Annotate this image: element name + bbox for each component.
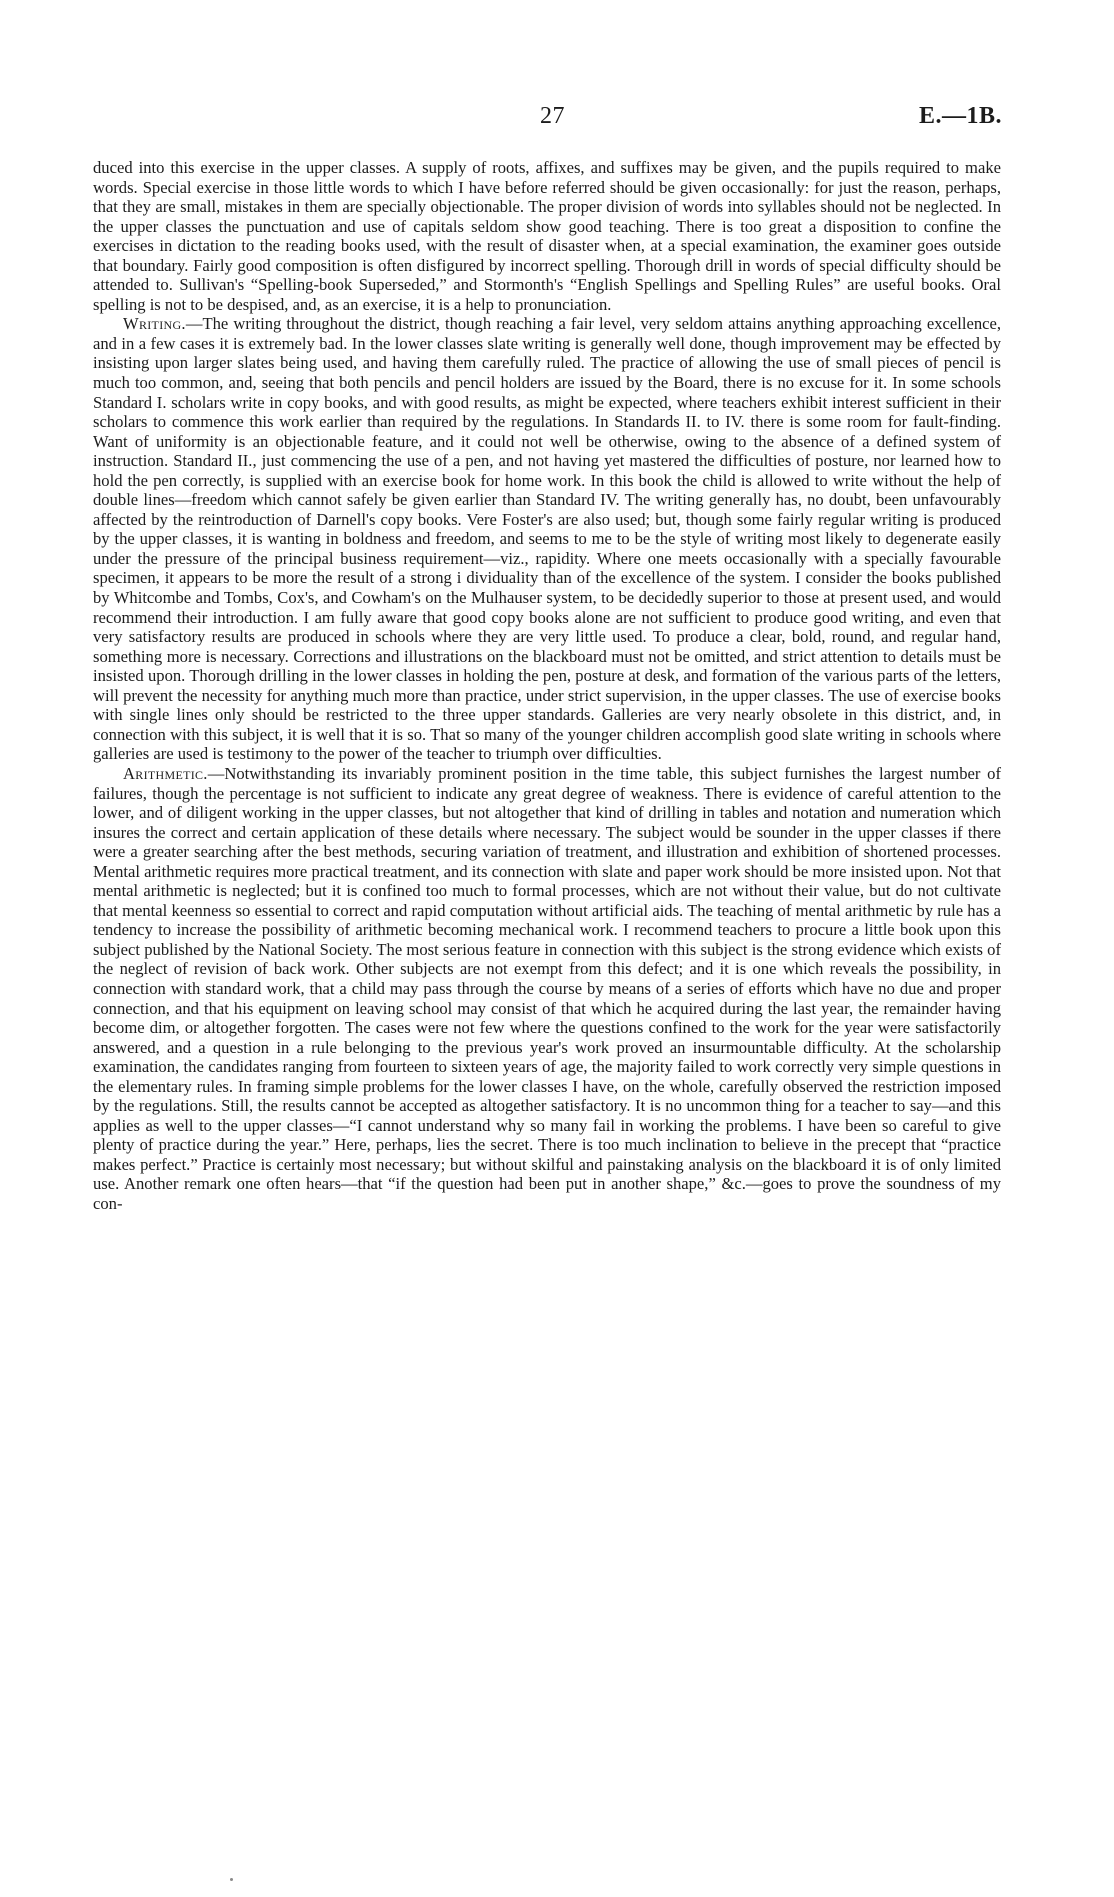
document-reference: E.—1B.: [918, 103, 1002, 129]
spelling-paragraph-continued: [93, 158, 1001, 314]
section-heading-writing: Writing.: [123, 314, 186, 334]
paragraph-text: —The writing throughout the district, though reaching a fair level, very seldom attains anything approaching excellence, and in a few cases it is extremely bad. In the lower classes slate writing is generally well done, though improvement may be effected by insisting upon larger slates being used, and having them carefully ruled. The practice of allowing the use of small pieces of pencil is much too common, and, seeing that both pencils and pencil holders are issued by the Board, there is no excuse for it. In some schools Standard I. scholars write in copy books, and with good results, as might be expected, where teachers exhibit interest sufficient in their scholars to commence this work earlier than required by the regulations. In Standards II. to IV. there is some room for fault-finding. Want of uniformity is an objectionable feature, and it could not well be otherwise, owing to the absence of a defined system of instruction. Standard II., just commencing the use of a pen, and not having yet mastered the difficulties of posture, nor learned how to hold the pen correctly, is supplied with an exercise book for home work. In this book the child is allowed to write without the help of double lines—freedom which cannot safely be given earlier than Standard IV. The writing generally has, no doubt, been unfavourably affected by the reintroduction of Darnell's copy books. Vere Foster's are also used; but, though some fairly regular writing is produced by the upper classes, it is wanting in boldness and freedom, and seems to me to be the style of writing most likely to degenerate easily under the pressure of the principal business requirement—viz., rapidity. Where one meets occasionally with a specially favourable specimen, it appears to be more the result of a strong i dividuality than of the excellence of the system. I consider the books published by Whitcombe and Tombs, Cox's, and Cowham's on the Mulhauser system, to be decidedly superior to those at present used, and would recommend their introduction. I am fully aware that good copy books alone are not sufficient to produce good writing, and even that very satisfactory results are produced in schools where they are very little used. To produce a clear, bold, round, and regular hand, something more is necessary. Corrections and illustrations on the blackboard must not be omitted, and strict attention to details must be insisted upon. Thorough drilling in the lower classes in holding the pen, posture at desk, and formation of the various parts of the letters, will prevent the necessity for anything much more than practice, under strict supervision, in the upper classes. The use of exercise books with single lines only should be restricted to the three upper standards. Galleries are very nearly obsolete in this district, and, in connection with this subject, it is well that it is so. That so many of the younger children accomplish good slate writing in schools where galleries are used is testimony to the power of the teacher to triumph over difficulties.: [93, 314, 1001, 764]
page-header: [0, 103, 1114, 135]
report-body: [93, 158, 1001, 1214]
section-heading-arithmetic: Arithmetic.: [123, 763, 208, 783]
page-number: 27: [540, 103, 565, 129]
arithmetic-paragraph: [93, 764, 1001, 1214]
paragraph-text: duced into this exercise in the upper classes. A supply of roots, affixes, and suffixes may be given, and the pupils required to make words. Special exercise in those little words to which I have before referred should be given occasionally: for just the reason, perhaps, that they are small, mistakes in them are specially objectionable. The proper division of words into syllables should not be neglected. In the upper classes the punctuation and use of capitals seldom show good teaching. There is too great a disposition to confine the exercises in dictation to the reading books used, with the result of disaster when, at a special examination, the examiner goes outside that boundary. Fairly good composition is often disfigured by incorrect spelling. Thorough drill in words of special difficulty should be attended to. Sullivan's “Spelling-book Superseded,” and Stormonth's “English Spellings and Spelling Rules” are useful books. Oral spelling is not to be despised, and, as an exercise, it is a help to pronunciation.: [93, 158, 1001, 314]
paragraph-text: —Notwithstanding its invariably prominent position in the time table, this subject furnishes the largest number of failures, though the percentage is not sufficient to indicate any great degree of weakness. There is evidence of careful attention to the lower, and of diligent working in the upper classes, but not altogether that kind of drilling in tables and notation and numeration which insures the correct and certain application of these details where necessary. The subject would be sounder in the upper classes if there were a greater searching after the best methods, securing variation of treatment, and illustration and exhibition of shortened processes. Mental arithmetic requires more practical treatment, and its connection with slate and paper work should be more insisted upon. Not that mental arithmetic is neglected; but it is confined too much to formal processes, which are not without their value, but do not cultivate that mental keenness so essential to correct and rapid computation without artificial aids. The teaching of mental arithmetic by rule has a tendency to increase the possibility of arithmetic becoming mechanical work. I recommend teachers to procure a little book upon this subject published by the National Society. The most serious feature in connection with this subject is the strong evidence which exists of the neglect of revision of back work. Other subjects are not exempt from this defect; and it is one which reveals the possibility, in connection with standard work, that a child may pass through the course by means of a series of efforts which have no due and proper connection, and that his equipment on leaving school may consist of that which he acquired during the last year, the remainder having become dim, or altogether forgotten. The cases were not few where the questions confined to the work for the year were satisfactorily answered, and a question in a rule belonging to the previous year's work proved an insurmountable difficulty. At the scholarship examination, the candidates ranging from fourteen to sixteen years of age, the majority failed to work correctly very simple questions in the elementary rules. In framing simple problems for the lower classes I have, on the whole, carefully observed the restriction imposed by the regulations. Still, the results cannot be accepted as altogether satisfactory. It is no uncommon thing for a teacher to say—and this applies as well to the upper classes—“I cannot understand why so many fail in working the problems. I have been so careful to give plenty of practice during the year.” Here, perhaps, lies the secret. There is too much inclination to believe in the precept that “practice makes perfect.” Practice is certainly most necessary; but without skilful and painstaking analysis on the blackboard it is of only limited use. Another remark one often hears—that “if the question had been put in another shape,” &c.—goes to prove the soundness of my con-: [93, 763, 1001, 1213]
scan-speck: [230, 1878, 233, 1881]
writing-paragraph: [93, 314, 1001, 764]
